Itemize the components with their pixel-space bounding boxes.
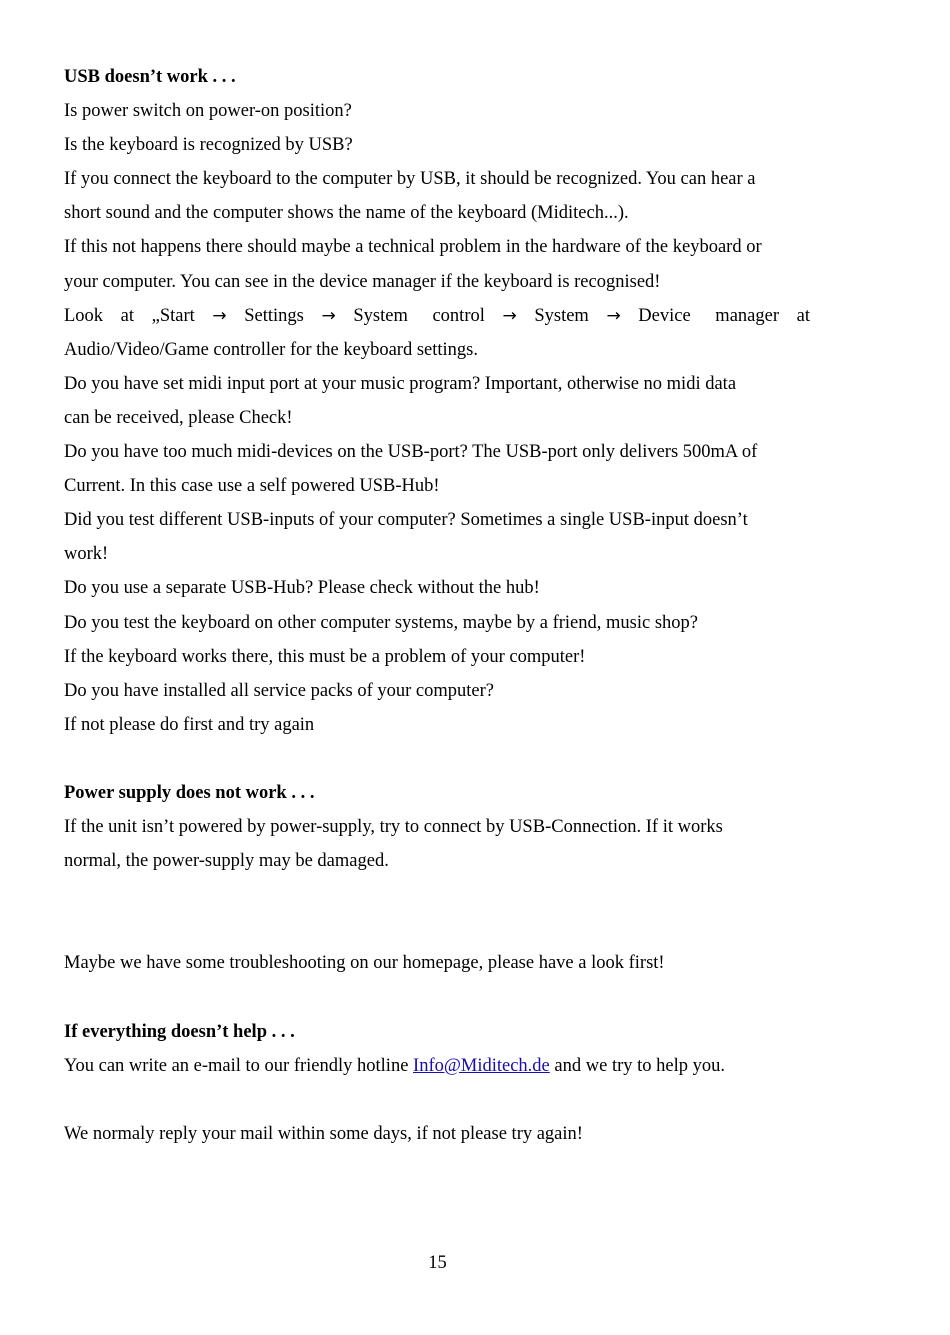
spacer xyxy=(64,878,810,946)
usb-line-18: Do you have installed all service packs of your computer? xyxy=(64,680,494,701)
path-settings: Settings xyxy=(244,305,304,326)
path-at-1: at xyxy=(120,305,135,326)
usb-line-1: Is power switch on power-on position? xyxy=(64,101,352,122)
page-number: 15 xyxy=(428,1253,447,1273)
arrow-right-icon: → xyxy=(606,305,621,326)
usb-line-6: your computer. You can see in the device manager if the keyboard is recognised! xyxy=(64,271,661,292)
usb-line-17: If the keyboard works there, this must be a problem of your computer! xyxy=(64,646,586,667)
path-start: „Start xyxy=(151,305,195,326)
usb-line-12: Current. In this case use a self powered USB-Hub! xyxy=(64,476,440,497)
usb-line-4: short sound and the computer shows the name of the keyboard (Miditech...). xyxy=(64,203,629,224)
spacer xyxy=(64,981,810,1015)
homepage-line: Maybe we have some troubleshooting on our homepage, please have a look first! xyxy=(64,953,665,974)
document-body xyxy=(64,60,810,1151)
usb-line-19: If not please do first and try again xyxy=(64,714,315,735)
power-line-2: normal, the power-supply may be damaged. xyxy=(64,851,389,872)
power-line-1: If the unit isn’t powered by power-supply, try to connect by USB-Connection. If it works xyxy=(64,817,723,838)
power-heading: Power supply does not work . . . xyxy=(64,782,315,803)
path-at-2: at xyxy=(796,305,810,326)
arrow-right-icon: → xyxy=(212,305,227,326)
usb-line-15: Do you use a separate USB-Hub? Please check without the hub! xyxy=(64,578,540,599)
usb-line-10: can be received, please Check! xyxy=(64,407,293,428)
help-heading: If everything doesn’t help . . . xyxy=(64,1021,295,1042)
usb-line-2: Is the keyboard is recognized by USB? xyxy=(64,135,353,156)
path-device-manager: Device manager xyxy=(638,305,779,326)
reply-line: We normaly reply your mail within some days, if not please try again! xyxy=(64,1124,583,1145)
usb-line-14: work! xyxy=(64,544,109,565)
help-prefix: You can write an e-mail to our friendly hotline xyxy=(64,1055,414,1076)
usb-line-11: Do you have too much midi-devices on the USB-port? The USB-port only delivers 500mA of xyxy=(64,442,758,463)
path-system: System xyxy=(534,305,589,326)
arrow-right-icon: → xyxy=(502,305,517,326)
spacer xyxy=(64,1083,810,1117)
spacer xyxy=(64,742,810,776)
email-link[interactable]: Info@Miditech.de xyxy=(413,1055,550,1076)
usb-line-13: Did you test different USB-inputs of your computer? Sometimes a single USB-input doesn’t xyxy=(64,510,748,531)
path-look: Look xyxy=(64,305,104,326)
usb-line-9: Do you have set midi input port at your music program? Important, otherwise no midi data xyxy=(64,373,737,394)
help-line xyxy=(64,1049,810,1083)
usb-line-8: Audio/Video/Game controller for the keyboard settings. xyxy=(64,339,479,360)
usb-line-5: If this not happens there should maybe a technical problem in the hardware of the keyboard or xyxy=(64,237,762,258)
arrow-right-icon: → xyxy=(321,305,336,326)
usb-line-16: Do you test the keyboard on other computer systems, maybe by a friend, music shop? xyxy=(64,612,698,633)
device-manager-path xyxy=(64,299,810,333)
usb-heading: USB doesn’t work . . . xyxy=(64,67,236,87)
help-suffix: and we try to help you. xyxy=(549,1055,725,1076)
usb-line-3: If you connect the keyboard to the computer by USB, it should be recognized. You can hear a xyxy=(64,169,756,190)
path-system-control: System control xyxy=(353,305,485,326)
